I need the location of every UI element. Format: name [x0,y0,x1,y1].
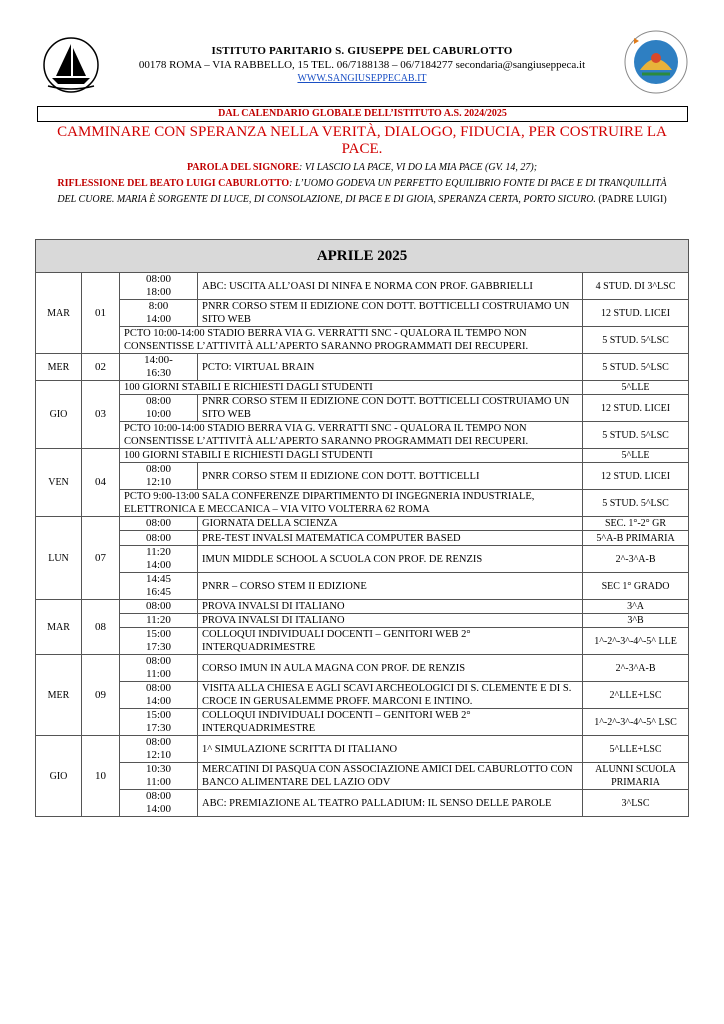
day-name: VEN [36,449,82,517]
calendar-row [36,614,689,628]
event-time: 08:00 [120,600,198,614]
event-class: 5^LLE+LSC [583,736,689,763]
event-time: 08:00 12:10 [120,463,198,490]
calendar-row [36,709,689,736]
event-description [198,709,583,736]
calendar-row [36,490,689,517]
event-time: 14:00- 16:30 [120,354,198,381]
event-class: 5 STUD. 5^LSC [583,490,689,517]
riflessione-label: RIFLESSIONE DEL BEATO LUIGI CABURLOTTO [57,178,290,189]
institute-address: 00178 ROMA – VIA RABBELLO, 15 TEL. 06/7188138 – 06/7184277 secondaria@sangiuseppeca.it [138,59,586,71]
calendar-row [36,273,689,300]
event-description [198,628,583,655]
calendar-row [36,300,689,327]
calendar-banner: DAL CALENDARIO GLOBALE DELL’ISTITUTO A.S. 2024/2025 [37,106,688,122]
event-description [198,763,583,790]
event-text: PROVA INVALSI DI ITALIANO [202,615,345,626]
institute-name: ISTITUTO PARITARIO S. GIUSEPPE DEL CABURLOTTO [211,45,513,57]
day-name: GIO [36,736,82,817]
month-title: APRILE 2025 [36,240,689,273]
day-number: 02 [82,354,120,381]
event-time: 08:00 12:10 [120,736,198,763]
calendar-row [36,381,689,395]
riflessione-line [52,176,672,208]
event-text: PRE-TEST INVALSI MATEMATICA COMPUTER BASED [202,533,461,544]
event-class: 3^B [583,614,689,628]
calendar-row [36,655,689,682]
event-description [198,682,583,709]
calendar-row [36,573,689,600]
event-description [198,300,583,327]
calendar-row [36,517,689,531]
event-description [198,736,583,763]
event-time: 08:00 [120,517,198,531]
day-name: GIO [36,381,82,449]
event-class: SEC 1° GRADO [583,573,689,600]
event-text: PCTO 10:00-14:00 STADIO BERRA VIA G. VERRATTI SNC - QUALORA IL TEMPO NON CONSENTISSE L’ATTIVITÀ ALL’APERTO SARANNO PROGRAMMATI DEI RECUPERI. [124,328,529,352]
event-time: 08:00 14:00 [120,790,198,817]
event-description [198,517,583,531]
event-text: 1^ SIMULAZIONE SCRITTA DI ITALIANO [202,743,398,755]
event-class: 12 STUD. LICEI [583,300,689,327]
calendar-row [36,790,689,817]
event-text: PNRR – CORSO STEM II EDIZIONE [202,580,367,592]
event-time: 10:30 11:00 [120,763,198,790]
event-class: 12 STUD. LICEI [583,463,689,490]
event-description [198,655,583,682]
event-description [198,354,583,381]
parola-text: : VI LASCIO LA PACE, VI DO LA MIA PACE (GV. 14, 27); [299,162,538,173]
event-description [198,790,583,817]
month-header-row [36,240,689,273]
event-text: GIORNATA DELLA SCIENZA [202,518,338,529]
event-time: 08:00 14:00 [120,682,198,709]
day-name: MAR [36,273,82,354]
event-text: MERCATINI DI PASQUA CON ASSOCIAZIONE AMICI DEL CABURLOTTO CON BANCO ALIMENTARE DEL LAZIO ODV [202,764,573,788]
event-description [198,600,583,614]
event-class: 3^LSC [583,790,689,817]
calendar-row [36,600,689,614]
event-description [120,381,583,395]
reflections [52,160,672,208]
day-number: 03 [82,381,120,449]
event-text: PNRR CORSO STEM II EDIZIONE CON DOTT. BOTTICELLI COSTRUIAMO UN SITO WEB [202,301,570,325]
event-class: 1^-2^-3^-4^-5^ LLE [583,628,689,655]
event-class: 5 STUD. 5^LSC [583,422,689,449]
event-class: 12 STUD. LICEI [583,395,689,422]
day-number: 09 [82,655,120,736]
event-time: 08:00 [120,531,198,546]
event-class: 5 STUD. 5^LSC [583,354,689,381]
event-text: COLLOQUI INDIVIDUALI DOCENTI – GENITORI WEB 2° INTERQUADRIMESTRE [202,629,471,653]
event-description [198,573,583,600]
event-description [198,614,583,628]
calendar-row [36,449,689,463]
event-class: 3^A [583,600,689,614]
school-logo [42,36,100,94]
event-class: ALUNNI SCUOLA PRIMARIA [583,763,689,790]
calendar-row [36,546,689,573]
event-text: ABC: PREMIAZIONE AL TEATRO PALLADIUM: IL SENSO DELLE PAROLE [202,797,552,809]
event-class: SEC. 1°-2° GR [583,517,689,531]
riflessione-text: : L’UOMO GODEVA UN PERFETTO EQUILIBRIO FONTE DI PACE E DI TRANQUILLITÀ DEL CUORE. MARIA È SORGENTE DI LUCE, DI CONSOLAZIONE, DI PACE E DI GIOIA, SPERANZA CERTA, PORTO SICURO. [57,178,667,205]
event-class: 2^LLE+LSC [583,682,689,709]
event-text: COLLOQUI INDIVIDUALI DOCENTI – GENITORI WEB 2° INTERQUADRIMESTRE [202,710,471,734]
day-name: LUN [36,517,82,600]
event-text: ABC: USCITA ALL’OASI DI NINFA E NORMA CON PROF. GABBRIELLI [202,280,533,292]
calendar-row [36,682,689,709]
event-text: PROVA INVALSI DI ITALIANO [202,601,345,612]
calendar-row [36,395,689,422]
event-time: 15:00 17:30 [120,628,198,655]
event-text: PCTO 10:00-14:00 STADIO BERRA VIA G. VERRATTI SNC - QUALORA IL TEMPO NON CONSENTISSE L’ATTIVITÀ ALL’APERTO SARANNO PROGRAMMATI DEI RECUPERI. [124,423,529,447]
event-text: PCTO 9:00-13:00 SALA CONFERENZE DIPARTIMENTO DI INGEGNERIA INDUSTRIALE, ELETTRONICA E MECCANICA – VIA VITO VOLTERRA 62 ROMA [124,491,535,515]
website-link[interactable]: WWW.SANGIUSEPPECAB.IT [297,73,427,84]
event-text: IMUN MIDDLE SCHOOL A SCUOLA CON PROF. DE RENZIS [202,553,483,565]
calendar-row [36,531,689,546]
event-text: 100 GIORNI STABILI E RICHIESTI DAGLI STUDENTI [124,382,373,393]
event-text: PNRR CORSO STEM II EDIZIONE CON DOTT. BOTTICELLI COSTRUIAMO UN SITO WEB [202,396,570,420]
event-class: 4 STUD. DI 3^LSC [583,273,689,300]
day-number: 07 [82,517,120,600]
riflessione-signature: (PADRE LUIGI) [598,194,667,205]
event-time: 11:20 14:00 [120,546,198,573]
day-number: 04 [82,449,120,517]
event-time: 08:00 11:00 [120,655,198,682]
event-time: 8:00 14:00 [120,300,198,327]
event-time: 11:20 [120,614,198,628]
calendar-row [36,736,689,763]
event-class: 5^LLE [583,381,689,395]
event-description [120,422,583,449]
event-description [120,327,583,354]
event-class: 5^A-B PRIMARIA [583,531,689,546]
calendar-row [36,327,689,354]
event-description [120,449,583,463]
day-number: 08 [82,600,120,655]
calendar-row [36,763,689,790]
calendar-row [36,422,689,449]
header-info [100,44,624,86]
event-description [198,273,583,300]
event-text: PCTO: VIRTUAL BRAIN [202,361,315,373]
event-text: PNRR CORSO STEM II EDIZIONE CON DOTT. BOTTICELLI [202,470,480,482]
event-time: 08:00 18:00 [120,273,198,300]
event-text: 100 GIORNI STABILI E RICHIESTI DAGLI STUDENTI [124,450,373,461]
calendar-table [35,239,689,817]
event-text: CORSO IMUN IN AULA MAGNA CON PROF. DE RENZIS [202,662,466,674]
event-class: 5 STUD. 5^LSC [583,327,689,354]
event-time: 15:00 17:30 [120,709,198,736]
event-description [198,395,583,422]
calendar-row [36,628,689,655]
event-class: 5^LLE [583,449,689,463]
event-class: 2^-3^A-B [583,546,689,573]
day-name: MER [36,655,82,736]
day-number: 10 [82,736,120,817]
calendar-row [36,354,689,381]
event-class: 1^-2^-3^-4^-5^ LSC [583,709,689,736]
event-time: 14:45 16:45 [120,573,198,600]
peace-logo [622,28,690,96]
parola-line [52,160,672,176]
event-description [198,463,583,490]
day-name: MER [36,354,82,381]
event-class: 2^-3^A-B [583,655,689,682]
event-time: 08:00 10:00 [120,395,198,422]
event-description [120,490,583,517]
day-number: 01 [82,273,120,354]
parola-label: PAROLA DEL SIGNORE [186,162,299,173]
event-text: VISITA ALLA CHIESA E AGLI SCAVI ARCHEOLOGICI DI S. CLEMENTE E DI S. CROCE IN GERUSALEMME PROFF. MARCONI E INTINO. [202,683,572,707]
motto: CAMMINARE CON SPERANZA NELLA VERITÀ, DIALOGO, FIDUCIA, PER COSTRUIRE LA PACE. [57,124,667,157]
event-description [198,531,583,546]
event-description [198,546,583,573]
calendar-row [36,463,689,490]
day-name: MAR [36,600,82,655]
